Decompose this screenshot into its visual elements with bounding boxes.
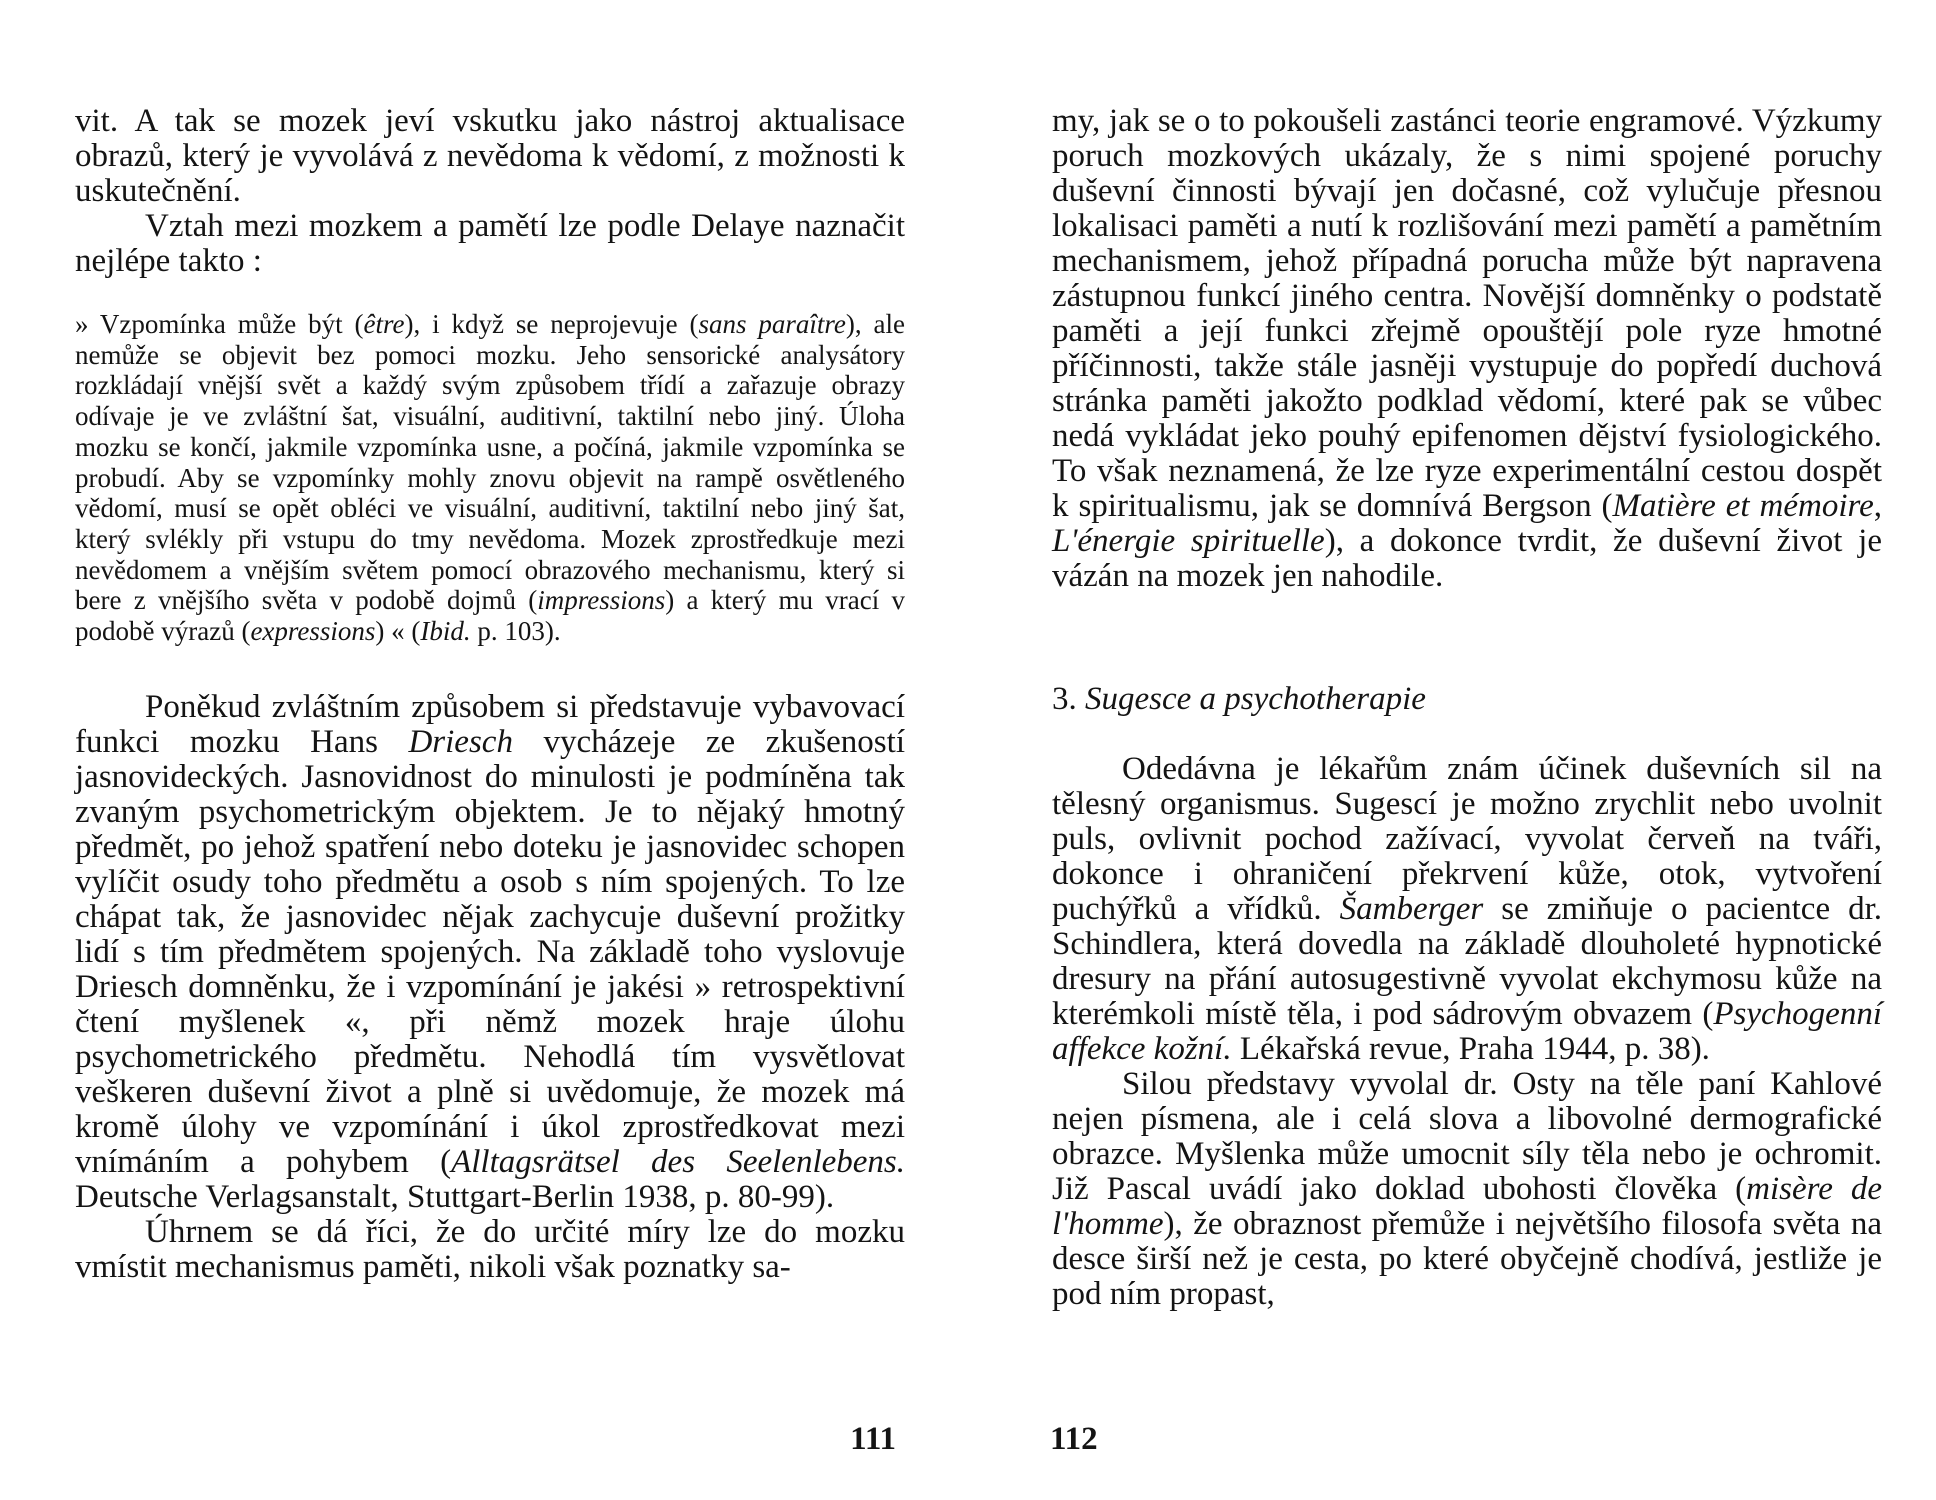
paragraph-continuation: my, jak se o to pokoušeli zastánci teorie engramové. Výzkumy poruch mozkových ukázaly, že s nimi spojené poruchy duševní činnosti bývají jen dočasné, což vylučuje přesnou lokalisaci paměti a nutí k rozlišování mezi pamětí a pamětním mechanismem, jehož případná porucha může být napravena zástupnou funkcí jiného centra. Novější domněnky o podstatě paměti a její funkci zřejmě opouštějí pole ryze hmotné příčinnosti, takže stále jasněji vystupuje do popředí duchová stránka paměti jakožto podklad vědomí, které pak se vůbec nedá vykládat jeko pouhý epifenomen dějství fysiologického. To však neznamená, že lze ryze experimentální cestou dospět k spiritualismu, jak se domnívá Bergson (Matière et mémoire, L'énergie spirituelle), a dokonce tvrdit, že duševní život je vázán na mozek jen nahodile. [1052, 103, 1882, 594]
page-number: 111 [850, 1421, 896, 1457]
right-text-column [1052, 104, 1882, 1312]
left-text-column [75, 104, 905, 1285]
section-number: 3. [1052, 681, 1077, 717]
paragraph-osty: Silou představy vyvolal dr. Osty na těle paní Kahlové nejen písmena, ale i celá slova a libovolné dermografické obrazce. Myšlenka může umocnit síly těla nebo je ochromit. Již Pascal uvádí jako doklad ubohosti člověka (misère de l'homme), že obraznost přemůže i největšího filosofa světa na desce širší než je cesta, po které obyčejně chodívá, jestliže je pod ním propast, [1052, 1066, 1882, 1312]
paragraph-suggestion: Odedávna je lékařům znám účinek duševních sil na tělesný organismus. Sugescí je možno zrychlit nebo uvolnit puls, ovlivnit pochod zažívací, vyvolat červeň na tváři, dokonce i ohraničení překrvení kůže, otok, vytvoření puchýřků a vřídků. Šamberger se zmiňuje o pacientce dr. Schindlera, která dovedla na základě dlouholeté hypnotické dresury na přání autosugestivně vyvolat ekchymosu kůže na kterémkoli místě těla, i pod sádrovým obvazem (Psychogenní affekce kožní. Lékařská revue, Praha 1944, p. 38). [1052, 751, 1882, 1067]
page-number: 112 [1050, 1421, 1098, 1457]
section-title: Sugesce a psychotherapie [1085, 681, 1426, 717]
right-page [968, 0, 1936, 1500]
paragraph-summary: Úhrnem se dá říci, že do určité míry lze do mozku vmístit mechanismus paměti, nikoli však poznatky sa- [75, 1213, 905, 1285]
section-heading [1052, 682, 1882, 717]
paragraph-driesch: Poněkud zvláštním způsobem si představuje vybavovací funkci mozku Hans Driesch vycházeje ze zkušeností jasnovideckých. Jasnovidnost do minulosti je podmíněna tak zvaným psychometrickým objektem. Je to nějaký hmotný předmět, po jehož spatření nebo doteku je jasnovidec schopen vylíčit osudy toho předmětu a osob s ním spojených. To lze chápat tak, že jasnovidec nějak zachycuje duševní prožitky lidí s tím předmětem spojených. Na základě toho vyslovuje Driesch domněnku, že i vzpomínání je jakési » retrospektivní čtení myšlenek «, při němž mozek hraje úlohu psychometrického předmětu. Nehodlá tím vysvětlovat veškeren duševní život a plně si uvědomuje, že mozek má kromě úlohy ve vzpomínání i úkol zprostředkovat mezi vnímáním a pohybem (Alltagsrätsel des Seelenlebens. Deutsche Verlagsanstalt, Stuttgart-Berlin 1938, p. 80-99). [75, 688, 905, 1215]
paragraph-delay-intro: Vztah mezi mozkem a pamětí lze podle Delaye naznačit nejlépe takto : [75, 208, 905, 279]
paragraph-continuation: vit. A tak se mozek jeví vskutku jako nástroj aktualisace obrazů, který je vyvolává z nevědoma k vědomí, z možnosti k uskutečnění. [75, 103, 905, 209]
block-quote-delay: » Vzpomínka může být (être), i když se neprojevuje (sans paraître), ale nemůže se objevit bez pomoci mozku. Jeho sensorické analysátory rozkládají vnější svět a každý svým způsobem třídí a zařazuje obrazy odívaje je ve zvláštní šat, visuální, auditivní, taktilní nebo jiný. Úloha mozku se končí, jakmile vzpomínka usne, a počíná, jakmile vzpomínka se probudí. Aby se vzpomínky mohly znovu objevit na rampě osvětleného vědomí, musí se opět obléci ve visuální, auditivní, taktilní nebo jiný šat, který svlékly při vstupu do tmy nevědoma. Mozek zprostředkuje mezi nevědomem a vnějším světem pomocí obrazového mechanismu, který si bere z vnějšího světa v podobě dojmů (impressions) a který mu vrací v podobě výrazů (expressions) « (Ibid. p. 103). [75, 309, 906, 647]
